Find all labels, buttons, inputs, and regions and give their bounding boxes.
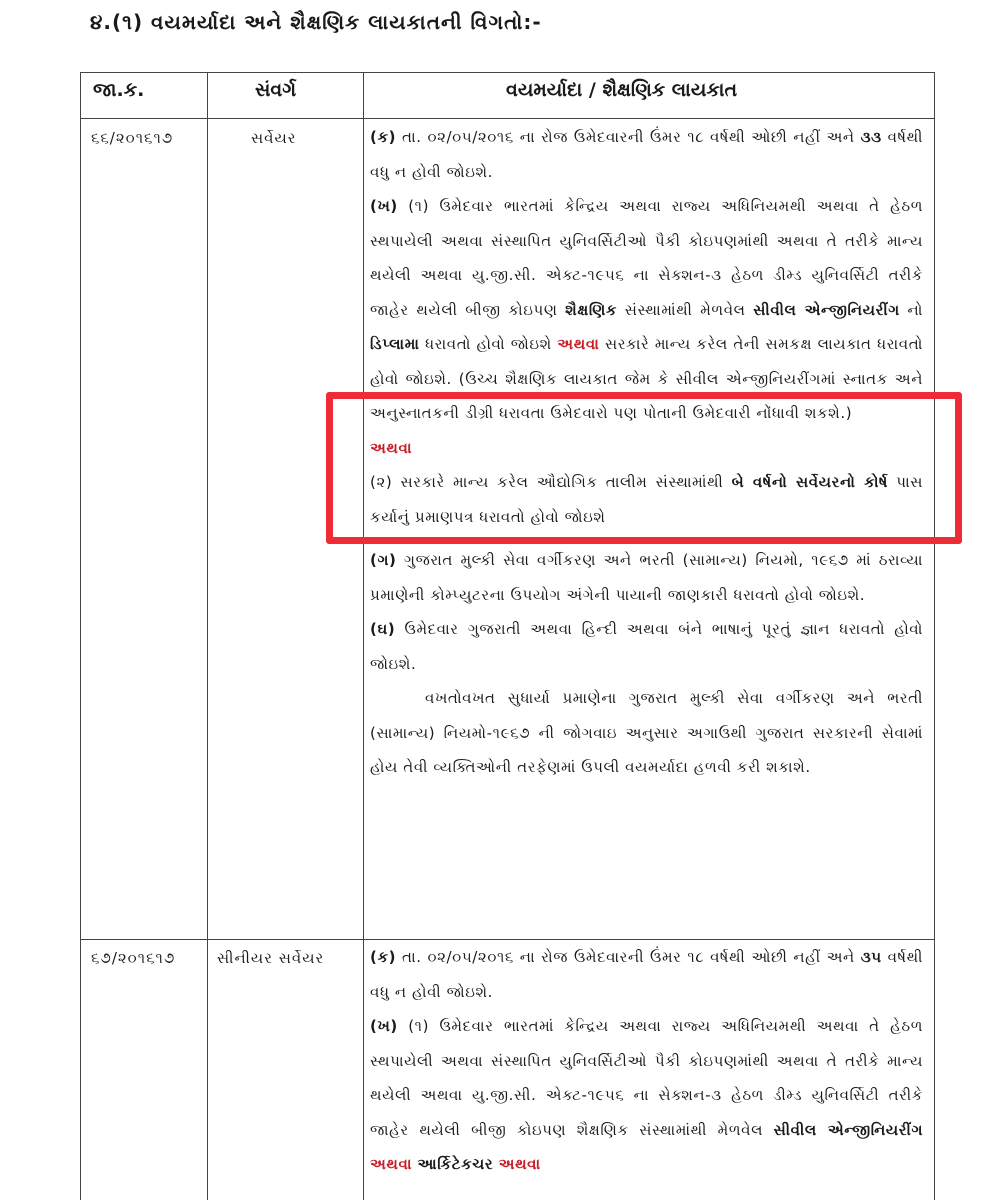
clause-kh: (ખ) (૧) ઉમેદવાર ભારતમાં કેન્દ્રિય અથવા રાજ્ય અધિનિયમથી અથવા તે હેઠળ સ્થપાયેલી અથવા સંસ્થાપિત યુનિવર્સિટીઓ પૈકી કોઇપણમાંથી અથવા તે તરીકે માન્ય થયેલી અથવા યુ.જી.સી. એક્ટ-૧૯૫૬ ના સેક્શન-૩ હેઠળ ડીમ્ડ યુનિવર્સિટી તરીકે જાહેર થયેલી બીજી કોઇપણ શૈક્ષણિક સંસ્થામાંથી મેળવેલ સીવીલ એન્જીનિયરીંગ અથવા આર્કિટેકચર અથવા — [370, 1017, 923, 1173]
row-qualification — [370, 120, 923, 785]
header-serial: જા.ક. — [93, 79, 145, 101]
header-qualification: વયમર્યાદા / શૈક્ષણિક લાયકાત — [506, 79, 738, 101]
clause-kh: (ખ) (૧) ઉમેદવાર ભારતમાં કેન્દ્રિય અથવા રાજ્ય અધિનિયમથી અથવા તે હેઠળ સ્થપાયેલી અથવા સંસ્થાપિત યુનિવર્સિટીઓ પૈકી કોઇપણમાંથી અથવા તે તરીકે માન્ય થયેલી અથવા યુ.જી.સી. એક્ટ-૧૯૫૬ ના સેક્શન-૩ હેઠળ ડીમ્ડ યુનિવર્સિટી તરીકે જાહેર થયેલી બીજી કોઇપણ શૈક્ષણિક સંસ્થામાંથી મેળવેલ સીવીલ એન્જીનિયરીંગ નો ડિપ્લામા ધરાવતો હોવો જોઇશે અથવા સરકારે માન્ય કરેલ તેની સમકક્ષ લાયકાત ધરાવતો હોવો જોઇશે. (ઉચ્ચ શૈક્ષણિક લાયકાત જેમ કે સીવીલ એન્જીનિયરીંગમાં સ્નાતક અને અનુસ્નાતકની ડીગ્રી ધરાવતા ઉમેદવારો પણ પોતાની ઉમેદવારી નોંધાવી શકશે.) — [370, 197, 923, 422]
column-divider — [363, 73, 364, 1200]
or-separator: અથવા — [370, 438, 413, 457]
row-code: ૬૬/૨૦૧૬૧૭ — [91, 129, 174, 147]
section-heading: ૪.(૧) વયમર્યાદા અને શૈક્ષણિક લાયકાતની વિગતો:- — [90, 10, 542, 34]
age-relaxation-note: વખતોવખત સુધાર્યા પ્રમાણેના ગુજરાત મુલ્કી સેવા વર્ગીકરણ અને ભરતી (સામાન્ય) નિયમો-૧૯૬૭ ની જોગવાઇ અનુસાર અગાઉથી ગુજરાત સરકારની સેવામાં હોય તેવી વ્યક્તિઓની તરફેણમાં ઉપલી વયમર્યાદા હળવી કરી શકાશે. — [370, 689, 923, 776]
row-qualification — [370, 940, 923, 1182]
eligibility-table — [80, 72, 935, 1200]
clause-kh-2: (૨) સરકારે માન્ય કરેલ ઔદ્યોગિક તાલીમ સંસ્થામાંથી બે વર્ષનો સર્વેયરનો કોર્ષ પાસ કર્યાનું પ્રમાણપત્ર ધરાવતો હોવો જોઇશે — [370, 473, 924, 526]
clause-k: (ક) તા. ૦૨/૦૫/૨૦૧૬ ના રોજ ઉમેદવારની ઉંમર ૧૮ વર્ષથી ઓછી નહીં અને ૩૩ વર્ષથી વધુ ન હોવી જોઇશે. — [370, 128, 923, 181]
clause-k: (ક) તા. ૦૨/૦૫/૨૦૧૬ ના રોજ ઉમેદવારની ઉંમર ૧૮ વર્ષથી ઓછી નહીં અને ૩૫ વર્ષથી વધુ ન હોવી જોઇશે. — [370, 948, 923, 1001]
row-code: ૬૭/૨૦૧૬૧૭ — [91, 949, 176, 967]
header-divider — [81, 118, 934, 119]
clause-gh: (ઘ) ઉમેદવાર ગુજરાતી અથવા હિન્દી અથવા બંને ભાષાનું પૂરતું જ્ઞાન ધરાવતો હોવો જોઇશે. — [370, 620, 923, 673]
column-divider — [207, 73, 208, 1200]
clause-g: (ગ) ગુજરાત મુલ્કી સેવા વર્ગીકરણ અને ભરતી (સામાન્ય) નિયમો, ૧૯૬૭ માં ઠરાવ્યા પ્રમાણેની કોમ્પ્યુટરના ઉપયોગ અંગેની પાયાની જાણકારી ધરાવતો હોવો જોઇશે. — [370, 551, 923, 604]
header-cadre: સંવર્ગ — [255, 79, 297, 101]
row-cadre: સર્વેયર — [251, 129, 297, 147]
row-cadre: સીનીયર સર્વેયર — [217, 949, 325, 967]
